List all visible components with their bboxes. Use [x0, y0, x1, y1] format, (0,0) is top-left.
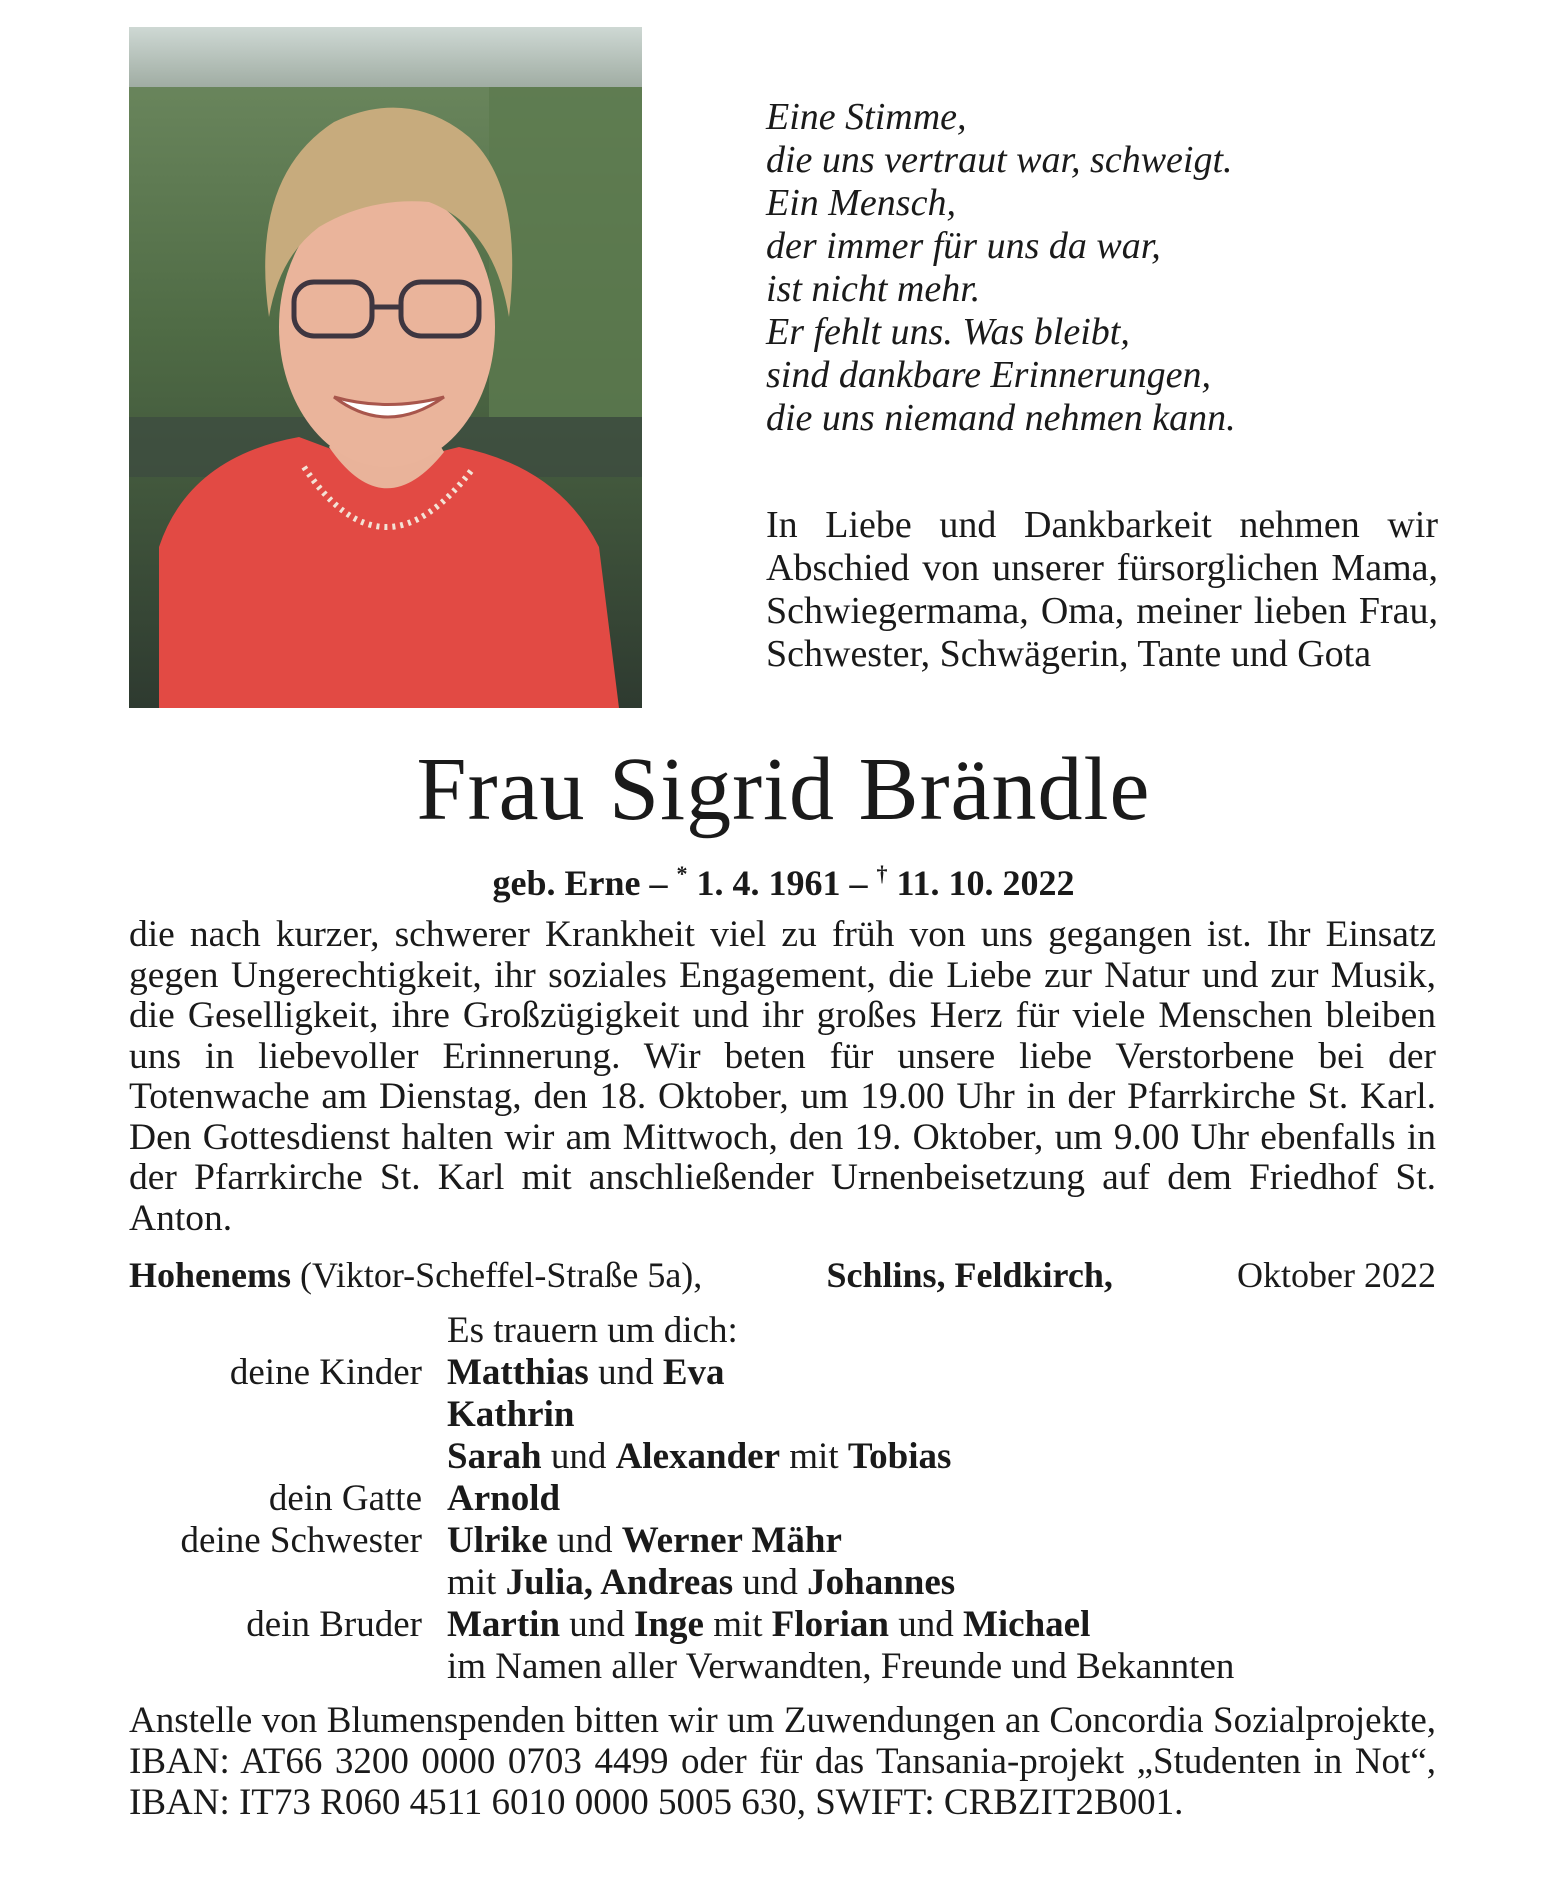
deceased-name: Frau Sigrid Brändle [416, 740, 1151, 839]
closing-line: im Namen aller Verwandten, Freunde und Bekannten [447, 1646, 1235, 1687]
birth-symbol: * [676, 861, 688, 886]
mourner-row: mit Julia, Andreas und Johannes [447, 1562, 956, 1603]
relation-label: dein Gatte [268, 1478, 422, 1519]
life-dates: geb. Erne – * 1. 4. 1961 – † 11. 10. 2022 [492, 861, 1075, 903]
mourners-list [129, 1310, 1449, 1688]
poem-line: die uns vertraut war, schweigt. [766, 139, 1233, 181]
portrait-photo [129, 27, 642, 708]
poem-line: Er fehlt uns. Was bleibt, [766, 311, 1130, 353]
poem-line: ist nicht mehr. [766, 268, 981, 310]
window-frame [129, 27, 642, 87]
intro-paragraph: In Liebe und Dankbarkeit nehmen wir Abschied von unserer fürsorglichen Mama, Schwiegermama, Oma, meiner lieben Frau, Schwester, Schwägerin, Tante und Gota [766, 504, 1438, 675]
mourner-row: Sarah und Alexander mit Tobias [447, 1436, 952, 1477]
poem-line: sind dankbare Erinnerungen, [766, 354, 1212, 396]
place-hohenems: Hohenems [129, 1255, 291, 1295]
address: (Viktor-Scheffel-Straße 5a), [300, 1255, 703, 1295]
notice-date: Oktober 2022 [1237, 1255, 1436, 1295]
mourner-row: dein Gatte Arnold [129, 1478, 1449, 1520]
death-date: 11. 10. 2022 [887, 863, 1075, 903]
donation-request: Anstelle von Blumenspenden bitten wir um Zuwendungen an Concordia Sozialprojekte, IBAN: AT66 3200 0000 0703 4499 oder für das Tansania-projekt „Studenten in Not“, IBAN: IT73 R060 4511 6010 0000 5005 630, SWIFT: CRBZIT2B001. [129, 1700, 1436, 1823]
mourner-row [129, 1646, 1449, 1688]
maiden-name: geb. Erne [492, 863, 641, 903]
portrait-illustration [129, 27, 642, 708]
poem-line: die uns niemand nehmen kann. [766, 397, 1236, 439]
poem-line: Eine Stimme, [766, 96, 967, 138]
relation-label: deine Schwester [180, 1520, 422, 1561]
place-date-line [129, 1253, 1436, 1297]
death-symbol: † [876, 861, 888, 886]
poem [766, 96, 1506, 440]
relation-label: deine Kinder [229, 1352, 422, 1393]
birth-date: 1. 4. 1961 [687, 863, 841, 903]
poem-line: der immer für uns da war, [766, 225, 1161, 267]
place-schlins-feldkirch: Schlins, Feldkirch, [826, 1255, 1113, 1295]
obituary-text: die nach kurzer, schwerer Krankheit viel zu früh von uns gegangen ist. Ihr Einsatz gegen Ungerechtigkeit, ihr soziales Engagement, die Liebe zur Natur und zur Musik, die Geselligkeit, ihre Großzügigkeit und ihr großes Herz für viele Menschen bleiben uns in liebevoller Erinnerung. Wir beten für unsere liebe Verstorbene bei der Totenwache am Dienstag, den 18. Oktober, um 19.00 Uhr in der Pfarrkirche St. Karl. Den Gottesdienst halten wir am Mittwoch, den 19. Oktober, um 9.00 Uhr ebenfalls in der Pfarrkirche St. Karl mit anschließender Urnenbeisetzung auf dem Friedhof St. Anton. [129, 914, 1436, 1239]
mourner-row: Kathrin [447, 1394, 575, 1435]
mourner-row: deine Schwester Ulrike und Werner Mähr [129, 1520, 1449, 1562]
mourners-heading: Es trauern um dich: [447, 1310, 738, 1351]
mourner-row: deine Kinder Matthias und Eva [129, 1352, 1449, 1394]
mourner-row: dein Bruder Martin und Inge mit Florian und Michael [129, 1604, 1449, 1646]
poem-line: Ein Mensch, [766, 182, 956, 224]
relation-label: dein Bruder [246, 1604, 422, 1645]
